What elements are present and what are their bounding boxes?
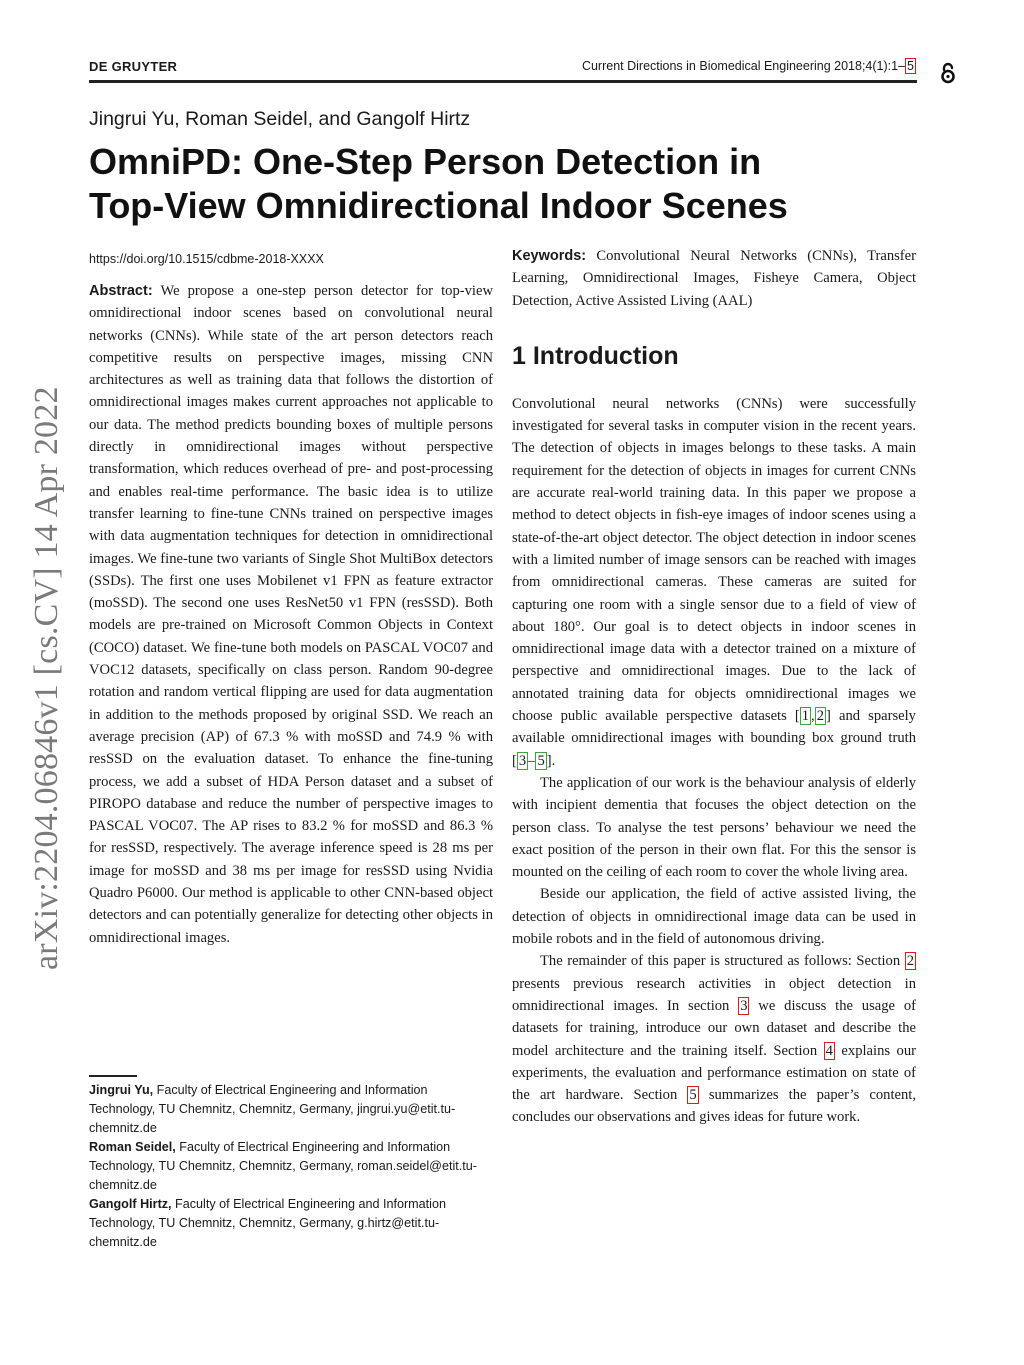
- keywords-text: Convolutional Neural Networks (CNNs), Transfer Learning, Omnidirectional Images, Fisheye Camera, Object Detection, Active Assisted Living (AAL): [512, 248, 916, 309]
- affiliation-text: Faculty of Electrical Engineering and Information Technology, TU Chemnitz, Chemnitz, Germany, roman.seidel@etit.tu-chemnitz.de: [89, 1140, 477, 1192]
- intro-text: ] and sparsely available omnidirectional images with bounding box ground truth [: [512, 708, 916, 769]
- last-page-link[interactable]: 5: [907, 59, 914, 73]
- affiliation-text: Faculty of Electrical Engineering and Information Technology, TU Chemnitz, Chemnitz, Germany, g.hirtz@etit.tu-chemnitz.de: [89, 1197, 446, 1249]
- left-column: [89, 280, 493, 949]
- intro-text: Convolutional neural networks (CNNs) were successfully investigated for several tasks in computer vision in the recent years. The detection of objects in images belongs to these tasks. A main requirement for the detection of objects in images for current CNNs are accurate real-world training data. In this paper we propose a method to detect objects in fish-eye images of indoor scenes using a state-of-the-art object detector. The object detection in indoor scenes with a limited number of image sensors can be reached with images from omnidirectional cameras. These cameras are suited for capturing one room with a single sensor due to a field of view of about 180°. Our goal is to detect objects in indoor scenes in omnidirectional image data with a detector trained on a mixture of perspective and omnidirectional images. Due to the lack of annotated training data for objects omnidirectional images we choose public available perspective datasets [: [512, 395, 916, 725]
- intro-paragraph-3: Beside our application, the field of active assisted living, the detection of objects in omnidirectional image data can be used in mobile robots and in the field of autonomous driving.: [512, 886, 916, 948]
- abstract: [89, 280, 493, 949]
- keywords-label: Keywords:: [512, 248, 587, 264]
- intro-paragraph-4: [512, 950, 916, 1128]
- publisher-name: DE GRUYTER: [89, 59, 178, 74]
- affiliations: [89, 1081, 489, 1252]
- keywords: [512, 245, 916, 312]
- intro-text: summarizes the paper’s content, concludes our observations and gives ideas for future work.: [512, 1087, 916, 1126]
- citation-link[interactable]: 2: [816, 708, 824, 725]
- intro-paragraph-2: The application of our work is the behaviour analysis of elderly with incipient dementia that focuses the object detection on the person class. To analyse the test persons’ behaviour we need the exact position of the person in their own flat. For this the sensor is mounted on the ceiling of each room to cover the whole living area.: [512, 774, 916, 881]
- footnote-rule: [89, 1075, 137, 1077]
- citation-link[interactable]: 1: [801, 708, 810, 725]
- open-access-icon: [938, 62, 958, 84]
- arxiv-stamp: arXiv:2204.06846v1 [cs.CV] 14 Apr 2022: [28, 386, 65, 970]
- header-rule: [89, 80, 917, 83]
- affiliation-text: Faculty of Electrical Engineering and Information Technology, TU Chemnitz, Chemnitz, Germany, jingrui.yu@etit.tu-chemnitz.de: [89, 1083, 456, 1135]
- section-heading-introduction: 1 Introduction: [512, 341, 679, 370]
- abstract-label: Abstract:: [89, 283, 153, 299]
- intro-text: explains our experiments, the evaluation and performance estimation on state of the art hardware. Section: [512, 1042, 916, 1104]
- journal-text: Current Directions in Biomedical Engineering 2018;4(1):1–: [581, 59, 906, 73]
- intro-text: we discuss the usage of datasets for training, introduce our own dataset and describe the model architecture and the training itself. Section: [512, 997, 916, 1059]
- citation-link[interactable]: 3: [518, 752, 527, 769]
- affiliation-name: Jingrui Yu,: [89, 1083, 154, 1097]
- title-line-2: Top-View Omnidirectional Indoor Scenes: [89, 185, 788, 226]
- section-ref-link[interactable]: 5: [689, 1087, 697, 1104]
- paper-title: [89, 140, 889, 228]
- intro-text: The remainder of this paper is structured as follows: Section: [540, 953, 905, 970]
- affiliation-name: Gangolf Hirtz,: [89, 1197, 172, 1211]
- affiliation-yu: [89, 1081, 489, 1138]
- affiliation-name: Roman Seidel,: [89, 1140, 176, 1154]
- section-ref-link[interactable]: 2: [906, 953, 914, 970]
- section-ref-link[interactable]: 3: [740, 997, 748, 1014]
- affiliation-seidel: [89, 1138, 489, 1195]
- section-ref-link[interactable]: 4: [825, 1042, 833, 1059]
- title-line-1: OmniPD: One-Step Person Detection in: [89, 141, 762, 182]
- journal-citation: [582, 59, 916, 73]
- intro-text: presents previous research activities in object detection in omnidirectional images. In section: [512, 975, 916, 1014]
- affiliation-hirtz: [89, 1195, 489, 1252]
- right-column: [512, 245, 916, 1129]
- abstract-text: We propose a one-step person detector for top-view omnidirectional indoor scenes based on convolutional neural networks (CNNs). While state of the art person detectors reach competitive results on perspective images, missing CNN architectures as well as training data that follows the distortion of omnidirectional images makes current approaches not applicable to our data. The method predicts bounding boxes of multiple persons directly in omnidirectional images without perspective transformation, which reduces overhead of pre- and post-processing and enables real-time performance. The basic idea is to utilize transfer learning to fine-tune CNNs trained on perspective images with data augmentation techniques for detection in omnidirectional images. We fine-tune two variants of Single Shot MultiBox detectors (SSDs). The first one uses Mobilenet v1 FPN as feature extractor (moSSD). The second one uses ResNet50 v1 FPN (resSSD). Both models are pre-trained on Microsoft Common Objects in Context (COCO) dataset. We fine-tune both models on PASCAL VOC07 and VOC12 datasets, specifically on class person. Random 90-degree rotation and random vertical flipping are used for data augmentation in addition to the methods proposed by original SSD. We reach an average precision (AP) of 67.3 % with moSSD and 74.9 % with resSSD on the evaluation dataset. To enhance the fine-tuning process, we add a subset of HDA Person dataset and a subset of PIROPO database and reduce the number of perspective images to PASCAL VOC07. The AP rises to 83.2 % for moSSD and 86.3 % for resSSD, respectively. The average inference speed is 28 ms per image for moSSD and 38 ms per image for resSSD using Nvidia Quadro P6000. Our method is applicable to other CNN-based object detectors and can potentially generalize for detecting other objects in omnidirectional images.: [89, 283, 493, 946]
- author-list: Jingrui Yu, Roman Seidel, and Gangolf Hirtz: [89, 108, 471, 130]
- intro-text: ].: [546, 752, 556, 769]
- citation-link[interactable]: 5: [537, 752, 545, 769]
- intro-paragraph-1: Convolutional neural networks (CNNs) were successfully investigated for several tasks in computer vision in the recent years. The detection of objects in images belongs to these tasks. A main requirement for the detection of objects in images for current CNNs are accurate real-world training data. In this paper we propose a method to detect objects in fish-eye images of indoor scenes using a state-of-the-art object detector. The object detection in indoor scenes with a limited number of image sensors can be reached with images from omnidirectional cameras. These cameras are suited for capturing one room with a single sensor due to a field of view of about 180°. Our goal is to detect objects in indoor scenes in omnidirectional image data with a detector trained on a mixture of perspective and omnidirectional images. Due to the lack of annotated training data for objects omnidirectional images we choose public available perspective datasets [ 1 , 2 ] and sparsely available omnidirectional images with bounding box ground truth [ 3 – 5 ].: [512, 395, 916, 769]
- doi-link[interactable]: https://doi.org/10.1515/cdbme-2018-XXXX: [89, 252, 324, 266]
